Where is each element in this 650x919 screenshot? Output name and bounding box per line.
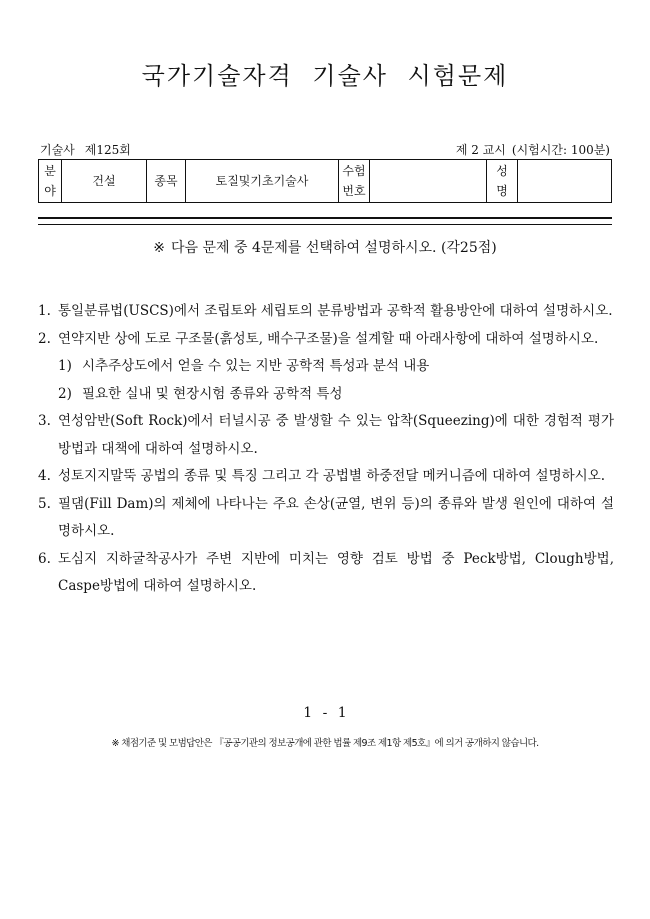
name-label-cell [487,160,518,203]
question-text: 통일분류법(USCS)에서 조립토와 세립토의 분류방법과 공학적 활용방안에 대하여 설명하시오. [58,303,613,319]
question-text: 연약지반 상에 도로 구조물(흙성토, 배수구조물)을 설계할 때 아래사항에 대하여 설명하시오. [58,330,599,347]
question-number: 5. [38,495,51,512]
question-item [38,546,614,601]
footer-note: ※ 채점기준 및 모범답안은 『공공기관의 정보공개에 관한 법률 제9조 제1항 제5호』에 의거 공개하지 않습니다. [111,738,539,749]
question-text: 성토지지말뚝 공법의 종류 및 특징 그리고 각 공법별 하중전달 메커니즘에 대하여 설명하시오. [58,468,606,484]
question-text: 필댐(Fill Dam)의 제체에 나타나는 주요 손상(균열, 변위 등)의 종류와 발생 원인에 대하여 설명하시오. [58,495,614,539]
question-number: 4. [38,468,51,484]
divider-thin [38,224,612,225]
question-text: 도심지 지하굴착공사가 주변 지반에 미치는 영향 검토 방법 중 Peck방법, Clough방법, Caspe방법에 대하여 설명하시오. [58,550,614,594]
divider-thick [38,217,612,219]
question-item [38,326,614,354]
question-item [38,463,614,491]
sub-question-number: 1) [58,358,72,374]
exam-title: 국가기술자격 기술사 시험문제 [141,62,509,90]
exam-round: 제125회 [84,143,131,157]
exam-time: (시험시간: 100분) [511,143,610,157]
instruction-text: 다음 문제 중 4문제를 선택하여 설명하시오. (각25점) [170,240,497,256]
question-number: 1. [38,303,51,319]
question-item [38,298,614,326]
reference-mark: ※ [153,240,165,256]
name-label: 성명 [496,164,508,198]
page-number: 1 - 1 [303,705,347,721]
exam-meta-right [450,141,610,158]
category-label: 종목 [147,160,186,203]
field-label-cell [39,160,62,203]
field-label: 분야 [44,164,56,198]
question-list [38,298,614,601]
sub-question-text: 필요한 실내 및 현장시험 종류와 공학적 특성 [82,385,343,402]
sub-question-number: 2) [58,385,72,402]
question-item [38,491,614,546]
name-field[interactable] [518,160,612,203]
question-number: 2. [38,330,51,347]
question-item [38,408,614,463]
exam-meta-left [40,141,141,158]
question-number: 3. [38,413,51,429]
question-text: 연성암반(Soft Rock)에서 터널시공 중 발생할 수 있는 압착(Squeezing)에 대한 경험적 평가방법과 대책에 대하여 설명하시오. [58,413,614,457]
field-value: 건설 [62,160,147,203]
exam-type: 기술사 [40,143,75,157]
exam-session: 제 2 교시 [455,143,506,157]
sub-question-item [38,381,614,409]
sub-question-text: 시추주상도에서 얻을 수 있는 지반 공학적 특성과 분석 내용 [82,358,430,374]
sub-question-item [38,353,614,381]
exam-number-label-cell [339,160,370,203]
category-value: 토질및기초기술사 [186,160,339,203]
exam-info-table [38,159,612,203]
exam-number-field[interactable] [370,160,487,203]
exam-number-label: 수험번호 [342,164,366,198]
instruction [0,237,650,257]
question-number: 6. [38,550,51,567]
